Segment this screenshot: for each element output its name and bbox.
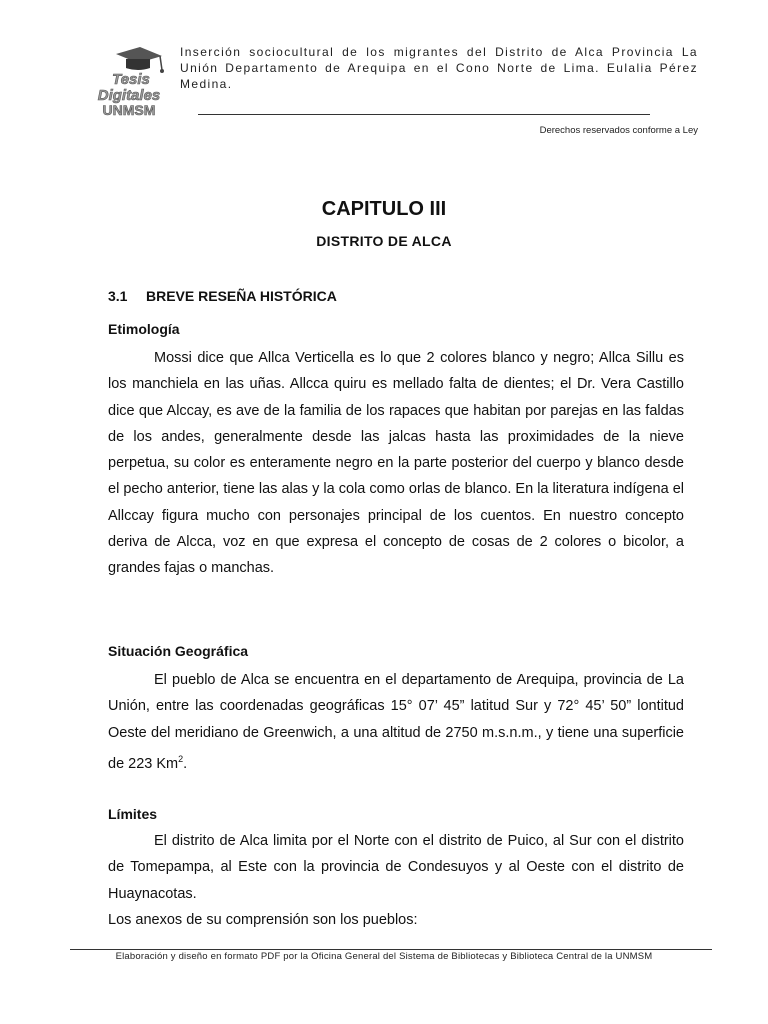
- situacion-heading: Situación Geográfica: [108, 643, 249, 659]
- superscript-two: 2: [178, 753, 184, 764]
- section-number: 3.1: [108, 288, 128, 304]
- chapter-title: CAPITULO III: [321, 198, 447, 220]
- rights-notice: Derechos reservados conforme a Ley: [539, 125, 698, 136]
- situacion-paragraph: [108, 667, 684, 777]
- header-title: Inserción sociocultural de los migrantes del Distrito de Alca Provincia La Unión Departamento de Arequipa en el Cono Norte de Lima. Eulalia Pérez Medina.: [180, 45, 698, 91]
- etimologia-heading: Etimología: [108, 321, 180, 337]
- header-divider: [198, 114, 650, 115]
- tesis-digitales-logo: [86, 44, 172, 120]
- footer-divider: [70, 949, 712, 950]
- footer-credit: Elaboración y diseño en formato PDF por la Oficina General del Sistema de Bibliotecas y Biblioteca Central de la UNMSM: [115, 951, 653, 962]
- chapter-subtitle: DISTRITO DE ALCA: [316, 233, 452, 249]
- situacion-end: .: [183, 755, 188, 772]
- limites-heading: Límites: [108, 806, 158, 822]
- anexos-line: Los anexos de su comprensión son los pueblos:: [108, 912, 418, 928]
- logo-line1: Tesis: [112, 71, 150, 88]
- section-heading: [108, 288, 337, 304]
- logo-line2: Digitales: [97, 87, 161, 104]
- situacion-text: El pueblo de Alca se encuentra en el departamento de Arequipa, provincia de La Unión, entre las coordenadas geográficas 15° 07’ 45” latitud Sur y 72° 45’ 50” lontitud Oeste del meridiano de Greenwich, a una altitud de 2750 m.s.n.m., y tiene una superficie de 223 Km: [108, 672, 684, 772]
- section-title: BREVE RESEÑA HISTÓRICA: [146, 288, 337, 304]
- limites-paragraph: El distrito de Alca limita por el Norte con el distrito de Puico, al Sur con el distrito de Tomepampa, al Este con la provincia de Condesuyos y al Oeste con el distrito de Huaynacotas.: [108, 833, 684, 902]
- graduation-cap-icon: [86, 44, 172, 120]
- logo-line3: UNMSM: [102, 102, 156, 118]
- etimologia-paragraph: Mossi dice que Allca Verticella es lo que 2 colores blanco y negro; Allca Sillu es los manchiela en las uñas. Allcca quiru es mellado falta de dientes; el Dr. Vera Castillo dice que Alccay, es ave de la familia de los rapaces que habitan por parejas en las faldas de los andes, generalmente desde las jalcas hasta las proximidades de la nieve perpetua, su color es enteramente negro en la parte posterior del cuerpo y blanco desde el pecho anterior, tiene las alas y la cola como orlas de blanco. En la literatura indígena el Allccay figura mucho con personajes principal de los cuentos. En nuestro concepto deriva de Alcca, voz en que expresa el concepto de cosas de 2 colores o bicolor, a grandes fajas o manchas.: [108, 350, 684, 577]
